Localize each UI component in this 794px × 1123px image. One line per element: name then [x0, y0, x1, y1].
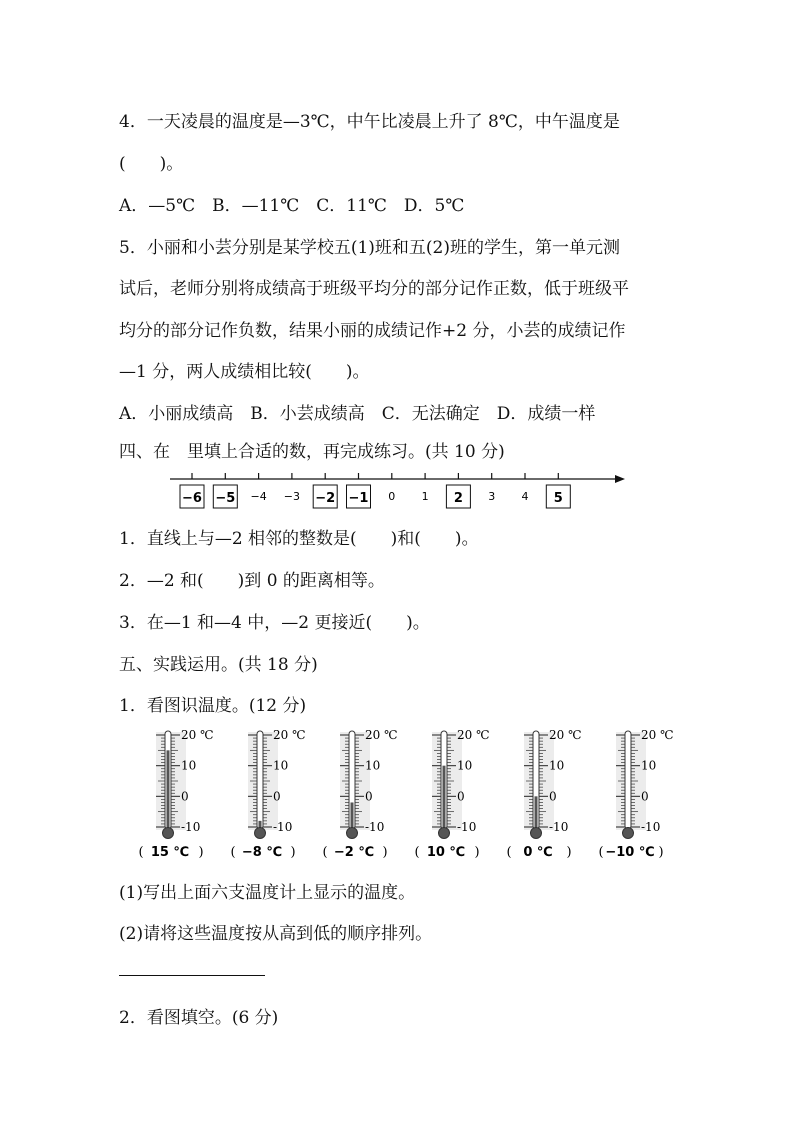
number-line-label: 3: [488, 490, 496, 503]
number-line-label: 2: [453, 491, 463, 506]
q5-line1: 5．小丽和小芸分别是某学校五(1)班和五(2)班的学生，第一单元测: [119, 238, 620, 258]
number-line-label: −1: [348, 491, 369, 506]
thermometer-answer: −10 ℃: [605, 845, 655, 860]
thermometer-scale-label: 20 ℃: [273, 728, 306, 742]
thermometer-answer: 10 ℃: [426, 845, 466, 860]
number-line-label: −6: [182, 491, 202, 506]
thermometer-scale-label: 10: [457, 758, 473, 773]
section5-sub2: (2)请将这些温度按从高到低的顺序排列。: [119, 924, 433, 944]
thermometer-scale-label: 10: [641, 758, 657, 773]
thermometer-mercury: [351, 802, 354, 831]
section5-sub1: (1)写出上面六支温度计上显示的温度。: [119, 883, 416, 903]
section4-title: 四、在 里填上合适的数，再完成练习。(共 10 分): [119, 442, 505, 462]
thermometer-scale-label: 10: [181, 758, 197, 773]
answer-paren-left: (: [138, 845, 144, 860]
thermometer-bulb: [439, 828, 450, 839]
thermometer-group: [120, 726, 680, 866]
thermometer-answer: −2 ℃: [333, 845, 375, 860]
section4-q3: 3．在—1 和—4 中，—2 更接近( )。: [119, 613, 430, 633]
thermometer-answer: −8 ℃: [241, 845, 283, 860]
thermometer-scale-label: 0: [549, 789, 557, 804]
thermometer-bulb: [623, 828, 634, 839]
number-line-label: −4: [250, 490, 267, 503]
thermometer-scale-label: -10: [457, 820, 477, 834]
section5-q2-title: 2．看图填空。(6 分): [119, 1008, 279, 1028]
thermometer-scale-label: 20 ℃: [365, 728, 398, 742]
thermometer-bulb: [531, 828, 542, 839]
thermometer-scale-label: -10: [365, 820, 385, 834]
answer-paren-left: (: [598, 845, 604, 860]
answer-paren-left: (: [322, 845, 328, 860]
number-line-label: 4: [521, 490, 529, 503]
thermometer-mercury: [443, 766, 446, 831]
thermometer-scale-label: 0: [365, 789, 373, 804]
thermometer-scale-label: -10: [549, 820, 569, 834]
thermometer-bulb: [255, 828, 266, 839]
thermometer-scale-label: -10: [181, 820, 201, 834]
q4-line2: ( )。: [119, 154, 184, 174]
answer-paren-left: (: [414, 845, 420, 860]
answer-paren-right: ): [290, 845, 296, 860]
answer-paren-right: ): [198, 845, 204, 860]
thermometer-scale-label: -10: [273, 820, 293, 834]
section4-q2: 2．—2 和( )到 0 的距离相等。: [119, 571, 385, 591]
thermometer-scale-label: -10: [641, 820, 661, 834]
number-line-label: 5: [553, 491, 563, 506]
thermometer-scale-label: 10: [549, 758, 565, 773]
answer-paren-right: ): [382, 845, 388, 860]
thermometer-scale-label: 20 ℃: [181, 728, 214, 742]
answer-paren-left: (: [506, 845, 512, 860]
thermometer-scale-label: 20 ℃: [549, 728, 582, 742]
q5-line3: 均分的部分记作负数，结果小丽的成绩记作+2 分，小芸的成绩记作: [119, 321, 626, 341]
thermometer-answer: 15 ℃: [150, 845, 190, 860]
answer-paren-left: (: [230, 845, 236, 860]
q5-line4: —1 分，两人成绩相比较( )。: [119, 362, 370, 382]
q4-line1: 4．一天凌晨的温度是—3℃，中午比凌晨上升了 8℃，中午温度是: [119, 112, 620, 132]
answer-paren-right: ): [474, 845, 480, 860]
answer-paren-right: ): [658, 845, 664, 860]
number-line-label: 0: [388, 490, 396, 503]
thermometer-scale-label: 0: [273, 789, 281, 804]
thermometer-scale-label: 20 ℃: [457, 728, 490, 742]
section5-title: 五、实践运用。(共 18 分): [119, 655, 318, 675]
number-line-label: −3: [283, 490, 301, 503]
thermometer-scale-label: 0: [181, 789, 189, 804]
q5-options: A．小丽成绩高 B．小芸成绩高 C．无法确定 D．成绩一样: [119, 404, 596, 424]
thermometer-tube: [625, 731, 631, 829]
number-line-arrow-icon: [615, 475, 625, 483]
thermometer-bulb: [163, 828, 174, 839]
section4-q1: 1．直线上与—2 相邻的整数是( )和( )。: [119, 529, 479, 549]
number-line-label: 1: [421, 490, 429, 503]
thermometer-scale-label: 0: [457, 789, 465, 804]
q5-line2: 试后，老师分别将成绩高于班级平均分的部分记作正数，低于班级平: [119, 279, 629, 299]
thermometer-scale-label: 10: [273, 758, 289, 773]
thermometer-scale-label: 20 ℃: [641, 728, 674, 742]
number-line-label: −2: [315, 491, 336, 506]
answer-blank-line: [119, 975, 265, 976]
number-line: [165, 466, 635, 516]
answer-paren-right: ): [566, 845, 572, 860]
thermometer-tube: [257, 731, 263, 829]
thermometer-scale-label: 0: [641, 789, 649, 804]
q4-options: A．—5℃ B．—11℃ C．11℃ D．5℃: [119, 196, 465, 216]
thermometer-bulb: [347, 828, 358, 839]
number-line-label: −5: [215, 491, 236, 506]
thermometer-mercury: [535, 796, 538, 831]
thermometer-answer: 0 ℃: [523, 845, 553, 860]
thermometer-mercury: [167, 750, 170, 831]
section5-q1-title: 1．看图识温度。(12 分): [119, 696, 307, 716]
thermometer-scale-label: 10: [365, 758, 381, 773]
